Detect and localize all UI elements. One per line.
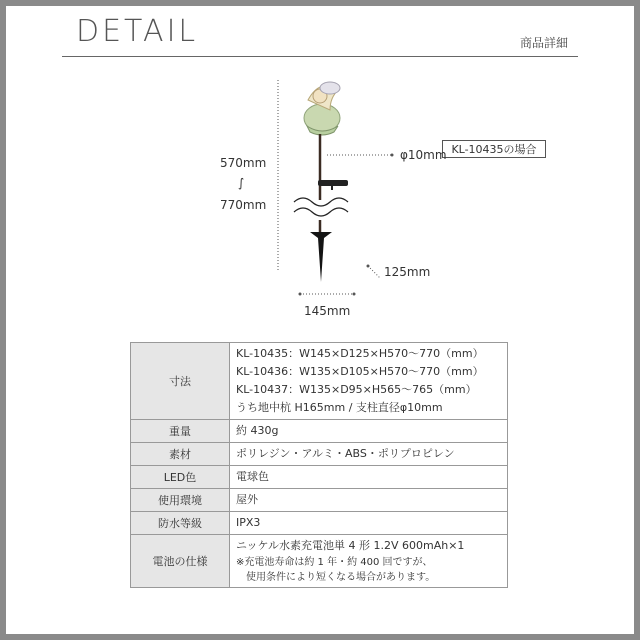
spec-value: [230, 512, 508, 535]
product-diagram: [62, 60, 578, 330]
page-subtitle: 商品詳細: [519, 36, 568, 50]
figurine-illustration: [304, 82, 340, 135]
header-divider: [62, 56, 578, 57]
spec-value-line: KL-10437：W135×D95×H565〜765（mm）: [236, 383, 477, 396]
spec-value-line: KL-10435：W145×D125×H570〜770（mm）: [236, 347, 484, 360]
spec-value-line: ポリレジン・アルミ・ABS・ポリプロピレン: [236, 447, 455, 460]
spec-table: [130, 342, 508, 588]
depth-dimension-line: [368, 266, 380, 278]
spec-value-line: ニッケル水素充電池単 4 形 1.2V 600mAh×1: [236, 539, 465, 552]
spec-label: 電池の仕様: [131, 535, 230, 588]
spec-value: [230, 489, 508, 512]
spec-value-line: 電球色: [236, 470, 269, 483]
spec-value: [230, 535, 508, 588]
spec-label: 使用環境: [131, 489, 230, 512]
spec-value-line: 約 430g: [236, 424, 279, 437]
spec-value-line: IPX3: [236, 516, 261, 529]
diagram-drawing: [62, 60, 578, 330]
spec-value: [230, 420, 508, 443]
spec-value: [230, 343, 508, 420]
spec-value: [230, 443, 508, 466]
height-min-label: 570mm: [220, 156, 267, 170]
spec-value-line: KL-10436：W135×D105×H570〜770（mm）: [236, 365, 484, 378]
spec-value-line: 屋外: [236, 493, 258, 506]
spec-row: [131, 489, 508, 512]
break-mark-bottom: [294, 208, 348, 216]
spec-note-line: ※充電池寿命は約 1 年・約 400 回ですが、: [236, 557, 433, 568]
depth-label: 125mm: [384, 265, 431, 279]
spec-label: LED色: [131, 466, 230, 489]
spec-label: 寸法: [131, 343, 230, 420]
spec-label: 素材: [131, 443, 230, 466]
height-range-mark: ∫: [238, 176, 245, 190]
ground-stake: [310, 232, 332, 282]
spec-row: [131, 420, 508, 443]
spec-row: [131, 443, 508, 466]
diameter-label: φ10mm: [400, 148, 447, 162]
spec-label: 重量: [131, 420, 230, 443]
spec-row: [131, 466, 508, 489]
spec-row: [131, 343, 508, 420]
height-max-label: 770mm: [220, 198, 267, 212]
spec-value: [230, 466, 508, 489]
spec-row: [131, 535, 508, 588]
spec-row: [131, 512, 508, 535]
spec-note-line: 使用条件により短くなる場合があります。: [246, 572, 436, 583]
page-title: DETAIL: [76, 14, 199, 49]
spec-label: 防水等級: [131, 512, 230, 535]
solar-panel: [318, 180, 348, 186]
case-label: KL-10435の場合: [442, 140, 546, 158]
width-label: 145mm: [304, 304, 351, 318]
spec-value-line: うち地中杭 H165mm / 支柱直径φ10mm: [236, 401, 443, 414]
